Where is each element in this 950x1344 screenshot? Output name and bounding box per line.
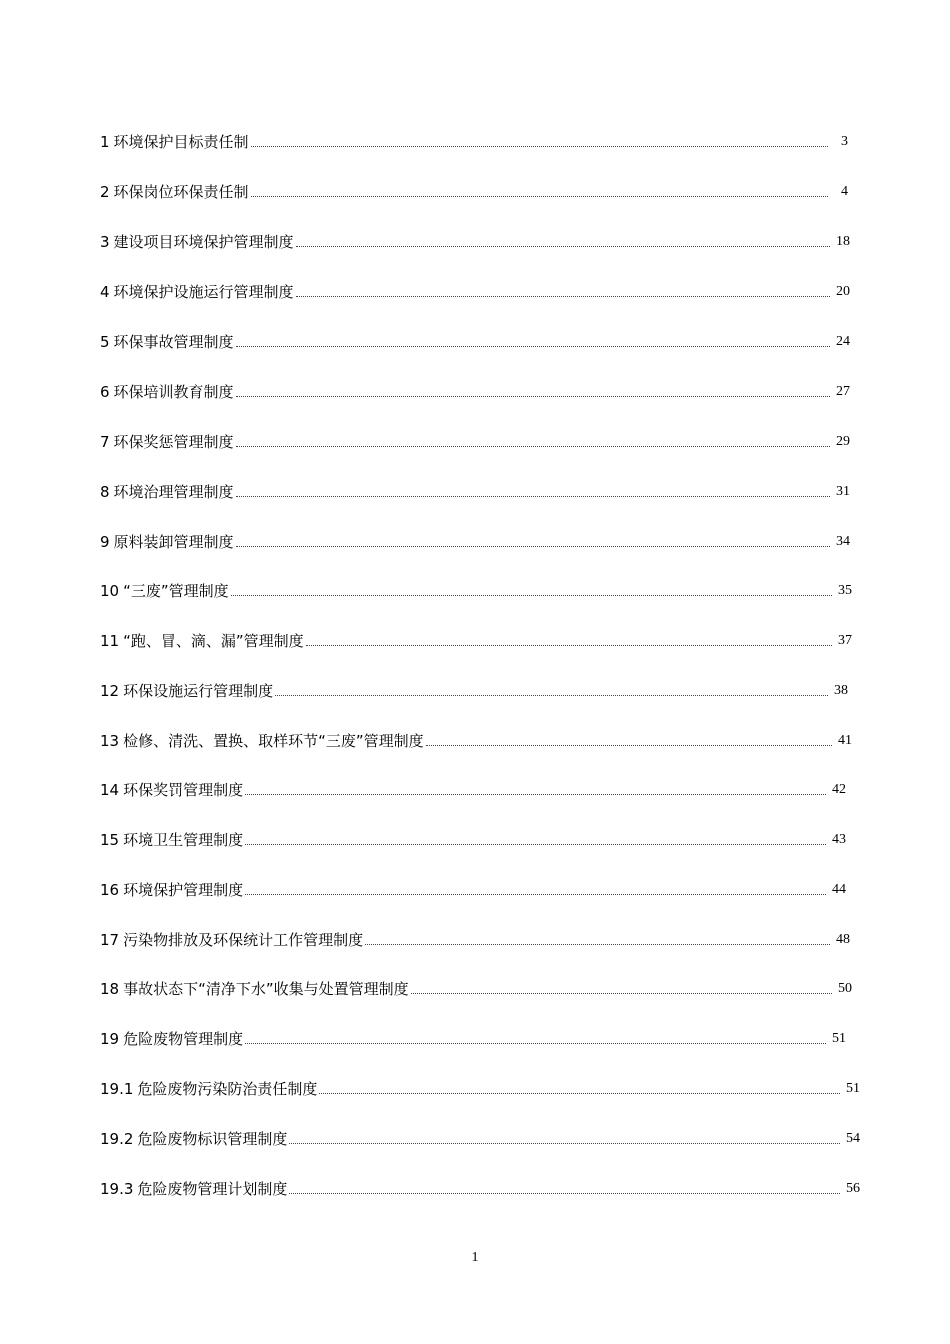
toc-entry-number: 13 [100, 732, 120, 750]
toc-entry-14[interactable] [100, 778, 846, 800]
toc-dot-leader [289, 1192, 840, 1194]
toc-entry-19[interactable] [100, 1027, 846, 1049]
toc-dot-leader [245, 793, 826, 795]
toc-entry-title: 事故状态下“清净下水”收集与处置管理制度 [123, 980, 409, 998]
toc-entry-title: 环境治理管理制度 [113, 483, 234, 501]
toc-entry-number: 7 [100, 433, 110, 451]
toc-entry-page: 50 [838, 981, 852, 996]
toc-dot-leader [251, 145, 828, 147]
toc-entry-title: 检修、清洗、置换、取样环节“三废”管理制度 [123, 732, 424, 750]
toc-entry-7[interactable] [100, 430, 850, 452]
toc-entry-page: 4 [841, 184, 848, 199]
toc-entry-page: 56 [846, 1181, 860, 1196]
toc-dot-leader [275, 694, 828, 696]
toc-entry-page: 51 [832, 1031, 846, 1046]
toc-entry-number: 9 [100, 533, 110, 551]
toc-entry-page: 27 [836, 384, 850, 399]
toc-entry-page: 38 [834, 683, 848, 698]
toc-dot-leader [231, 594, 832, 596]
toc-entry-number: 3 [100, 233, 110, 251]
toc-dot-leader [251, 195, 828, 197]
toc-entry-title: 污染物排放及环保统计工作管理制度 [123, 931, 364, 949]
toc-entry-number: 16 [100, 881, 120, 899]
toc-entry-10[interactable] [100, 579, 852, 601]
toc-dot-leader [296, 295, 830, 297]
toc-dot-leader [319, 1092, 840, 1094]
toc-dot-leader [236, 545, 830, 547]
toc-entry-1[interactable] [100, 130, 848, 152]
toc-entry-number: 19 [100, 1030, 120, 1048]
toc-entry-number: 1 [100, 133, 110, 151]
toc-entry-page: 37 [838, 633, 852, 648]
toc-entry-title: 危险废物标识管理制度 [137, 1130, 288, 1148]
toc-entry-18[interactable] [100, 977, 852, 999]
toc-entry-title: 危险废物管理制度 [123, 1030, 244, 1048]
toc-entry-page: 29 [836, 434, 850, 449]
toc-entry-number: 18 [100, 980, 120, 998]
toc-entry-title: 环保奖罚管理制度 [123, 781, 244, 799]
toc-entry-number: 19.3 [100, 1180, 134, 1198]
toc-entry-title: “跑、冒、滴、漏”管理制度 [123, 632, 304, 650]
toc-entry-number: 10 [100, 582, 120, 600]
toc-dot-leader [236, 345, 830, 347]
toc-entry-title: 原料装卸管理制度 [113, 533, 234, 551]
toc-entry-page: 34 [836, 534, 850, 549]
toc-entry-number: 14 [100, 781, 120, 799]
toc-entry-title: 危险废物管理计划制度 [137, 1180, 288, 1198]
toc-entry-title: 环境卫生管理制度 [123, 831, 244, 849]
toc-entry-number: 17 [100, 931, 120, 949]
toc-entry-title: 环境保护设施运行管理制度 [113, 283, 294, 301]
toc-entry-12[interactable] [100, 679, 848, 701]
toc-entry-title: 环保设施运行管理制度 [123, 682, 274, 700]
toc-entry-number: 19.1 [100, 1080, 134, 1098]
toc-dot-leader [306, 644, 832, 646]
toc-entry-page: 3 [841, 134, 848, 149]
toc-entry-page: 51 [846, 1081, 860, 1096]
toc-entry-page: 48 [836, 932, 850, 947]
toc-dot-leader [426, 744, 832, 746]
toc-entry-page: 18 [836, 234, 850, 249]
toc-entry-number: 11 [100, 632, 120, 650]
toc-entry-13[interactable] [100, 729, 852, 751]
toc-entry-19-1[interactable] [100, 1077, 860, 1099]
toc-entry-9[interactable] [100, 530, 850, 552]
toc-dot-leader [245, 893, 826, 895]
toc-entry-6[interactable] [100, 380, 850, 402]
toc-entry-3[interactable] [100, 230, 850, 252]
toc-entry-title: 建设项目环境保护管理制度 [113, 233, 294, 251]
toc-entry-page: 43 [832, 832, 846, 847]
toc-dot-leader [236, 395, 830, 397]
toc-entry-title: 环境保护管理制度 [123, 881, 244, 899]
toc-entry-page: 35 [838, 583, 852, 598]
toc-entry-number: 6 [100, 383, 110, 401]
toc-entry-5[interactable] [100, 330, 850, 352]
toc-entry-title: 环保培训教育制度 [113, 383, 234, 401]
toc-entry-page: 41 [838, 733, 852, 748]
toc-entry-19-2[interactable] [100, 1127, 860, 1149]
toc-entry-number: 12 [100, 682, 120, 700]
toc-entry-title: 环境保护目标责任制 [113, 133, 249, 151]
toc-entry-2[interactable] [100, 180, 848, 202]
toc-entry-8[interactable] [100, 480, 850, 502]
toc-entry-page: 54 [846, 1131, 860, 1146]
toc-entry-11[interactable] [100, 629, 852, 651]
toc-dot-leader [236, 495, 830, 497]
toc-entry-17[interactable] [100, 928, 850, 950]
toc-entry-title: 环保奖惩管理制度 [113, 433, 234, 451]
toc-dot-leader [296, 245, 830, 247]
toc-dot-leader [411, 992, 832, 994]
toc-entry-15[interactable] [100, 828, 846, 850]
toc-entry-number: 19.2 [100, 1130, 134, 1148]
page-number: 1 [471, 1250, 479, 1265]
toc-entry-title: 环保岗位环保责任制 [113, 183, 249, 201]
toc-entry-4[interactable] [100, 280, 850, 302]
toc-entry-number: 4 [100, 283, 110, 301]
toc-entry-page: 42 [832, 782, 846, 797]
toc-entry-19-3[interactable] [100, 1177, 860, 1199]
toc-entry-number: 15 [100, 831, 120, 849]
toc-entry-page: 20 [836, 284, 850, 299]
toc-entry-title: 危险废物污染防治责任制度 [137, 1080, 318, 1098]
toc-entry-title: “三废”管理制度 [123, 582, 229, 600]
toc-entry-page: 44 [832, 882, 846, 897]
toc-dot-leader [245, 1042, 826, 1044]
toc-entry-number: 8 [100, 483, 110, 501]
toc-entry-page: 31 [836, 484, 850, 499]
toc-dot-leader [289, 1142, 840, 1144]
toc-entry-page: 24 [836, 334, 850, 349]
toc-entry-title: 环保事故管理制度 [113, 333, 234, 351]
toc-dot-leader [236, 445, 830, 447]
toc-entry-number: 2 [100, 183, 110, 201]
toc-entry-16[interactable] [100, 878, 846, 900]
toc-entry-number: 5 [100, 333, 110, 351]
toc-dot-leader [365, 943, 830, 945]
toc-dot-leader [245, 843, 826, 845]
